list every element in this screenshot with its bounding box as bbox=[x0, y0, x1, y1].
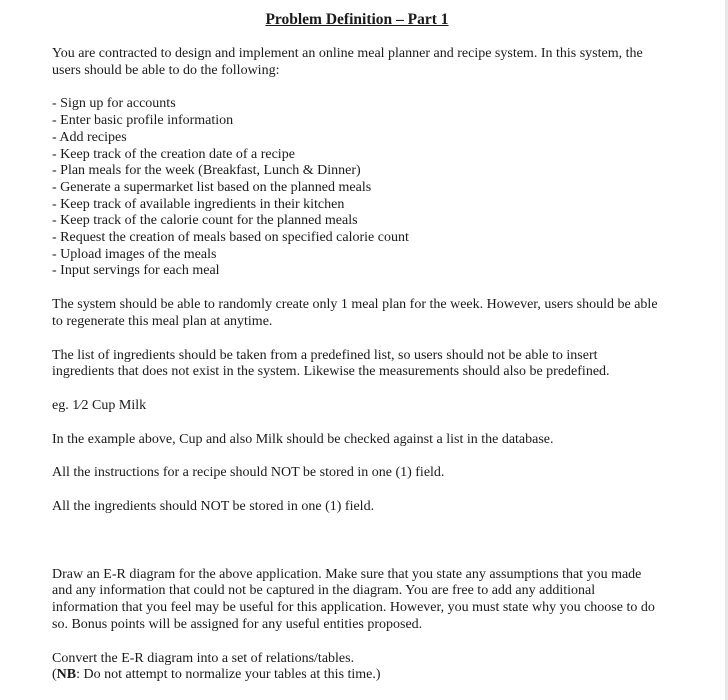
ingredients-field-paragraph: All the ingredients should NOT be stored in one (1) field. bbox=[52, 499, 375, 515]
ingredients-paragraph: The list of ingredients should be taken from a predefined list, so users should not be able to insert ingredients that does not exist in the system. Likewise the measurements should also be predefined. bbox=[52, 347, 610, 380]
list-item: - Plan meals for the week (Breakfast, Lunch & Dinner) bbox=[52, 163, 361, 179]
nb-open-paren: ( bbox=[52, 667, 57, 683]
meal-plan-paragraph: The system should be able to randomly create only 1 meal plan for the week. However, users should be able to regenerate this meal plan at anytime. bbox=[52, 297, 658, 329]
list-item: - Upload images of the meals bbox=[52, 246, 217, 262]
nb-note bbox=[52, 667, 662, 684]
instructions-paragraph: All the instructions for a recipe should NOT be stored in one (1) field. bbox=[52, 465, 445, 481]
section-spacer bbox=[52, 533, 662, 567]
list-item: - Enter basic profile information bbox=[52, 113, 234, 129]
list-item: - Request the creation of meals based on specified calorie count bbox=[52, 230, 409, 246]
nb-label: NB bbox=[56, 667, 77, 683]
list-item: - Input servings for each meal bbox=[52, 263, 220, 279]
nb-text: : Do not attempt to normalize your tables at this time.) bbox=[76, 667, 381, 683]
intro-paragraph: You are contracted to design and implement an online meal planner and recipe system. In this system, the users should be able to do the following: bbox=[52, 46, 643, 78]
example-paragraph: In the example above, Cup and also Milk should be checked against a list in the database. bbox=[52, 431, 554, 447]
list-item: - Add recipes bbox=[52, 129, 127, 145]
list-item: - Keep track of the calorie count for the planned meals bbox=[52, 213, 358, 229]
list-item: - Keep track of the creation date of a recipe bbox=[52, 146, 295, 162]
document-page bbox=[52, 10, 662, 684]
list-item: - Generate a supermarket list based on the planned meals bbox=[52, 179, 372, 195]
example-line: eg. 1⁄2 Cup Milk bbox=[52, 397, 147, 413]
er-diagram-paragraph: Draw an E-R diagram for the above application. Make sure that you state any assumptions that you made and any information that could not be captured in the diagram. You are free to add any additional information that you feel may be useful for this application. However, you must state why you choose to do so. Bonus points will be assigned for any useful entities proposed. bbox=[52, 566, 655, 632]
list-item: - Keep track of available ingredients in their kitchen bbox=[52, 196, 345, 212]
page-title: Problem Definition – Part 1 bbox=[265, 11, 449, 28]
convert-paragraph: Convert the E-R diagram into a set of relations/tables. bbox=[52, 650, 355, 666]
list-item: - Sign up for accounts bbox=[52, 96, 176, 112]
requirements-list bbox=[52, 96, 662, 280]
